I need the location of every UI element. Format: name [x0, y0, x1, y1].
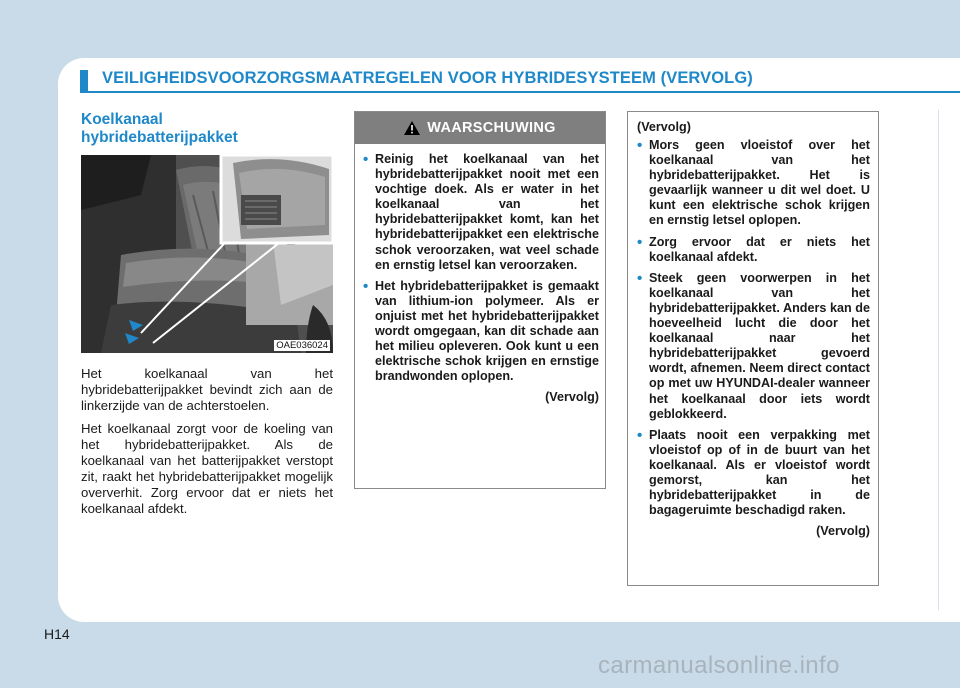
warning-box	[354, 111, 606, 489]
continuation-item: • Zorg ervoor dat er niets het koelkanaal afdekt.	[637, 235, 870, 265]
continuation-box	[627, 111, 879, 586]
warning-continued: (Vervolg)	[545, 390, 599, 405]
section-title-line1: Koelkanaal	[81, 111, 163, 128]
section-title	[81, 111, 238, 147]
continuation-item: • Mors geen vloeistof over het koelkanaal van het hybridebatterijpakket. Het is gevaarlijk wanneer u dit wel doet. U kunt een elektrische schok krijgen en ernstig letsel oplopen.	[637, 138, 870, 229]
warning-item: • Het hybridebatterijpakket is gemaakt van lithium-ion polymeer. Als er onjuist met het hybridebatterijpakket wordt omgegaan, kan dit schade aan het milieu opleveren. Ook kunt u een elektrische schok krijgen en ernstige brandwonden oplopen.	[363, 279, 599, 385]
figure-code: OAE036024	[276, 340, 328, 351]
continuation-item: • Plaats nooit een verpakking met vloeistof op of in de buurt van het koelkanaal. Als er vloeistof wordt gemorst, kan het hybridebatterijpakket in de bagageruimte beschadigd raken.	[637, 428, 870, 519]
right-margin-rule	[938, 110, 939, 610]
warning-title: WAARSCHUWING	[427, 120, 556, 136]
continuation-list	[637, 138, 870, 538]
warning-header	[355, 112, 605, 144]
section-title-line2: hybridebatterijpakket	[81, 129, 238, 146]
seat-photo	[81, 155, 333, 353]
continuation-heading: (Vervolg)	[637, 120, 691, 134]
continuation-item: • Steek geen voorwerpen in het koelkanaal van het hybridebatterijpakket. Anders kan de hoeveelheid lucht die door het koelkanaal naar het hybridebatterijpakket gevoerd wordt, afnemen. Neem direct contact op met uw HYUNDAI-dealer wanneer het koelkanaal door iets wordt geblokkeerd.	[637, 271, 870, 422]
body-paragraph: Het koelkanaal zorgt voor de koeling van het hybridebatterijpakket. Als de koelkanaal van het batterijpakket verstopt zit, raakt het hybridebatterijpakket mogelijk oververhit. Zorg ervoor dat er niets het koelkanaal afdekt.	[81, 421, 333, 516]
page-number: H14	[44, 626, 70, 642]
header-accent-bar	[80, 70, 88, 92]
warning-item: • Reinig het koelkanaal van het hybridebatterijpakket nooit met een vochtige doek. Als er water in het koelkanaal van het hybridebatterijpakket komt, kan het hybridebatterijpakket een elektrische schok veroorzaken, wat veel schade en ernstig letsel kan veroorzaken.	[363, 152, 599, 273]
warning-triangle-icon	[404, 121, 420, 135]
body-text	[81, 366, 333, 524]
warning-list	[363, 152, 599, 404]
header-rule	[80, 91, 960, 93]
body-paragraph: Het koelkanaal van het hybridebatterijpakket bevindt zich aan de linkerzijde van de achterstoelen.	[81, 366, 333, 413]
page-header-title: VEILIGHEIDSVOORZORGSMAATREGELEN VOOR HYBRIDESYSTEEM (VERVOLG)	[102, 69, 753, 87]
continuation-continued: (Vervolg)	[816, 524, 870, 539]
watermark: carmanualsonline.info	[598, 652, 840, 679]
seat-photo-illustration	[81, 155, 333, 353]
